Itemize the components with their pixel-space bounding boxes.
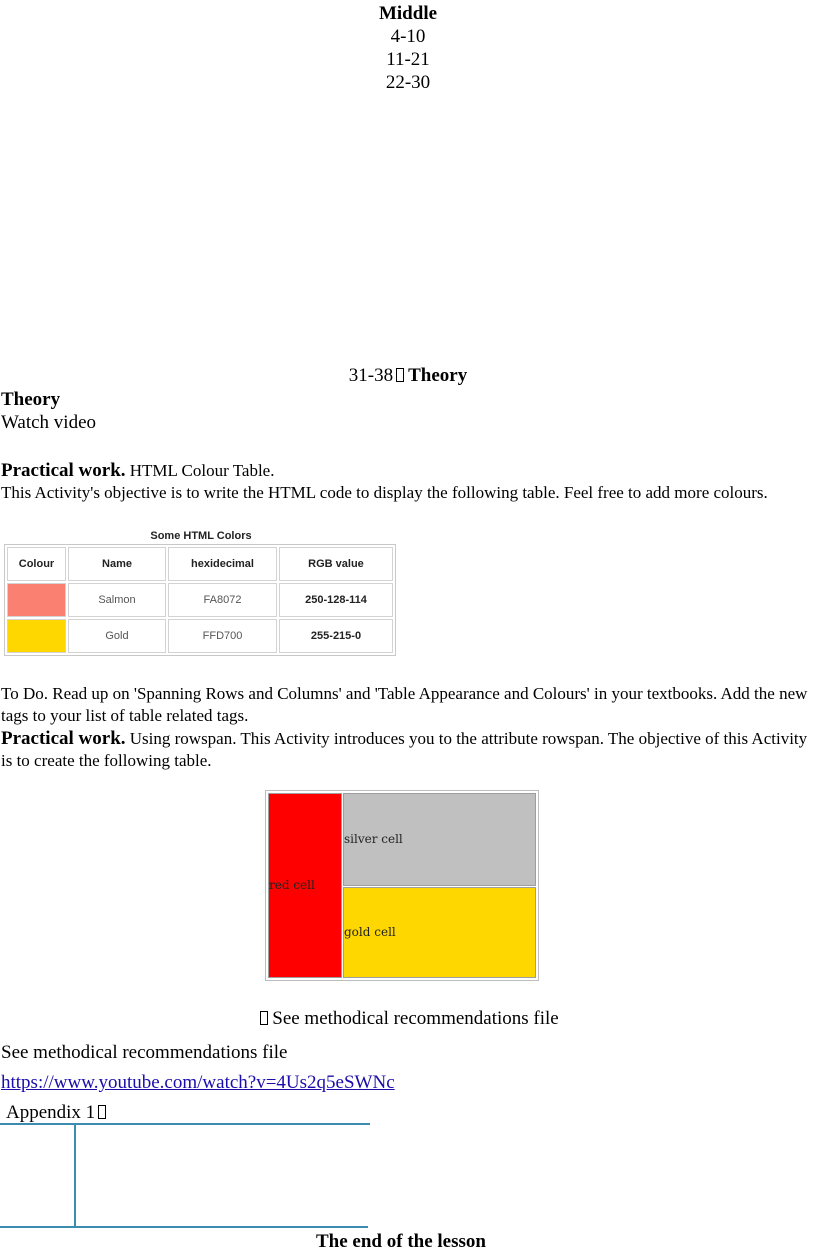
colour-rgb: 250-128-114: [279, 583, 393, 617]
practical-title: HTML Colour Table.: [125, 461, 275, 480]
colour-name: Gold: [68, 619, 166, 653]
gold-cell-label: gold cell: [344, 925, 396, 939]
lesson-end: [316, 1230, 486, 1253]
red-cell-label: red cell: [269, 878, 315, 892]
placeholder-glyph-icon: [98, 1105, 106, 1119]
recommendations-centered: [0, 1007, 816, 1030]
todo-block: [1, 683, 816, 772]
column-header: Colour: [7, 547, 66, 581]
theory-text: Watch video: [1, 412, 97, 433]
red-cell: [268, 793, 342, 978]
silver-cell-label: silver cell: [344, 832, 403, 846]
header-line: 4-10: [390, 26, 426, 47]
todo-text: To Do. Read up on 'Spanning Rows and Columns' and 'Table Appearance and Colours' in your textbooks. Add the new tags to your list of table related tags.: [1, 684, 808, 725]
column-header: RGB value: [279, 547, 393, 581]
header-title: Middle: [378, 3, 438, 24]
appendix-vertical-rule: [74, 1124, 76, 1228]
practical-label: Practical work.: [1, 728, 126, 749]
colour-name: Salmon: [68, 583, 166, 617]
practical-body: This Activity's objective is to write the HTML code to display the following table. Feel free to add more colours.: [1, 483, 768, 502]
section-marker: [0, 364, 816, 387]
video-link[interactable]: https://www.youtube.com/watch?v=4Us2q5eSWNc: [1, 1072, 395, 1093]
rowspan-table-figure: [265, 790, 539, 981]
recommendations-left: See methodical recommendations file: [1, 1042, 288, 1063]
practical-label: Practical work.: [1, 460, 126, 481]
section-range: 31-38: [348, 365, 394, 386]
section-label: Theory: [408, 365, 468, 386]
appendix-label: [6, 1101, 110, 1124]
placeholder-glyph-icon: [396, 368, 404, 382]
lesson-end-text: The end of the lesson: [316, 1231, 486, 1252]
practical-work-1: [1, 460, 816, 504]
gold-cell: [343, 887, 536, 978]
table-row: [7, 619, 393, 653]
appendix-text: Appendix 1: [6, 1102, 96, 1123]
theory-block: [1, 388, 813, 434]
colour-swatch: [7, 583, 66, 617]
recommendations-text: See methodical recommendations file: [272, 1008, 559, 1029]
colour-swatch: [7, 619, 66, 653]
colour-rgb: 255-215-0: [279, 619, 393, 653]
column-header: Name: [68, 547, 166, 581]
header-line: 11-21: [386, 49, 430, 70]
colour-hex: FA8072: [168, 583, 277, 617]
table-header-row: [7, 547, 393, 581]
header-line: 22-30: [385, 72, 431, 93]
table-row: [7, 583, 393, 617]
appendix-bottom-rule: [0, 1226, 368, 1228]
video-link-row: [1, 1071, 395, 1094]
theory-heading: Theory: [1, 389, 61, 410]
practical-body: Using rowspan. This Activity introduces you to the attribute rowspan. The objective of this Activity is to create the following table.: [1, 729, 808, 770]
silver-cell: [343, 793, 536, 886]
appendix-top-rule: [0, 1123, 370, 1125]
colour-hex: FFD700: [168, 619, 277, 653]
column-header: hexidecimal: [168, 547, 277, 581]
header-block: [0, 2, 816, 94]
colour-table-figure: [4, 528, 398, 656]
colour-table-caption: Some HTML Colors: [150, 530, 252, 542]
placeholder-glyph-icon: [260, 1011, 268, 1025]
colour-table: [4, 544, 396, 656]
